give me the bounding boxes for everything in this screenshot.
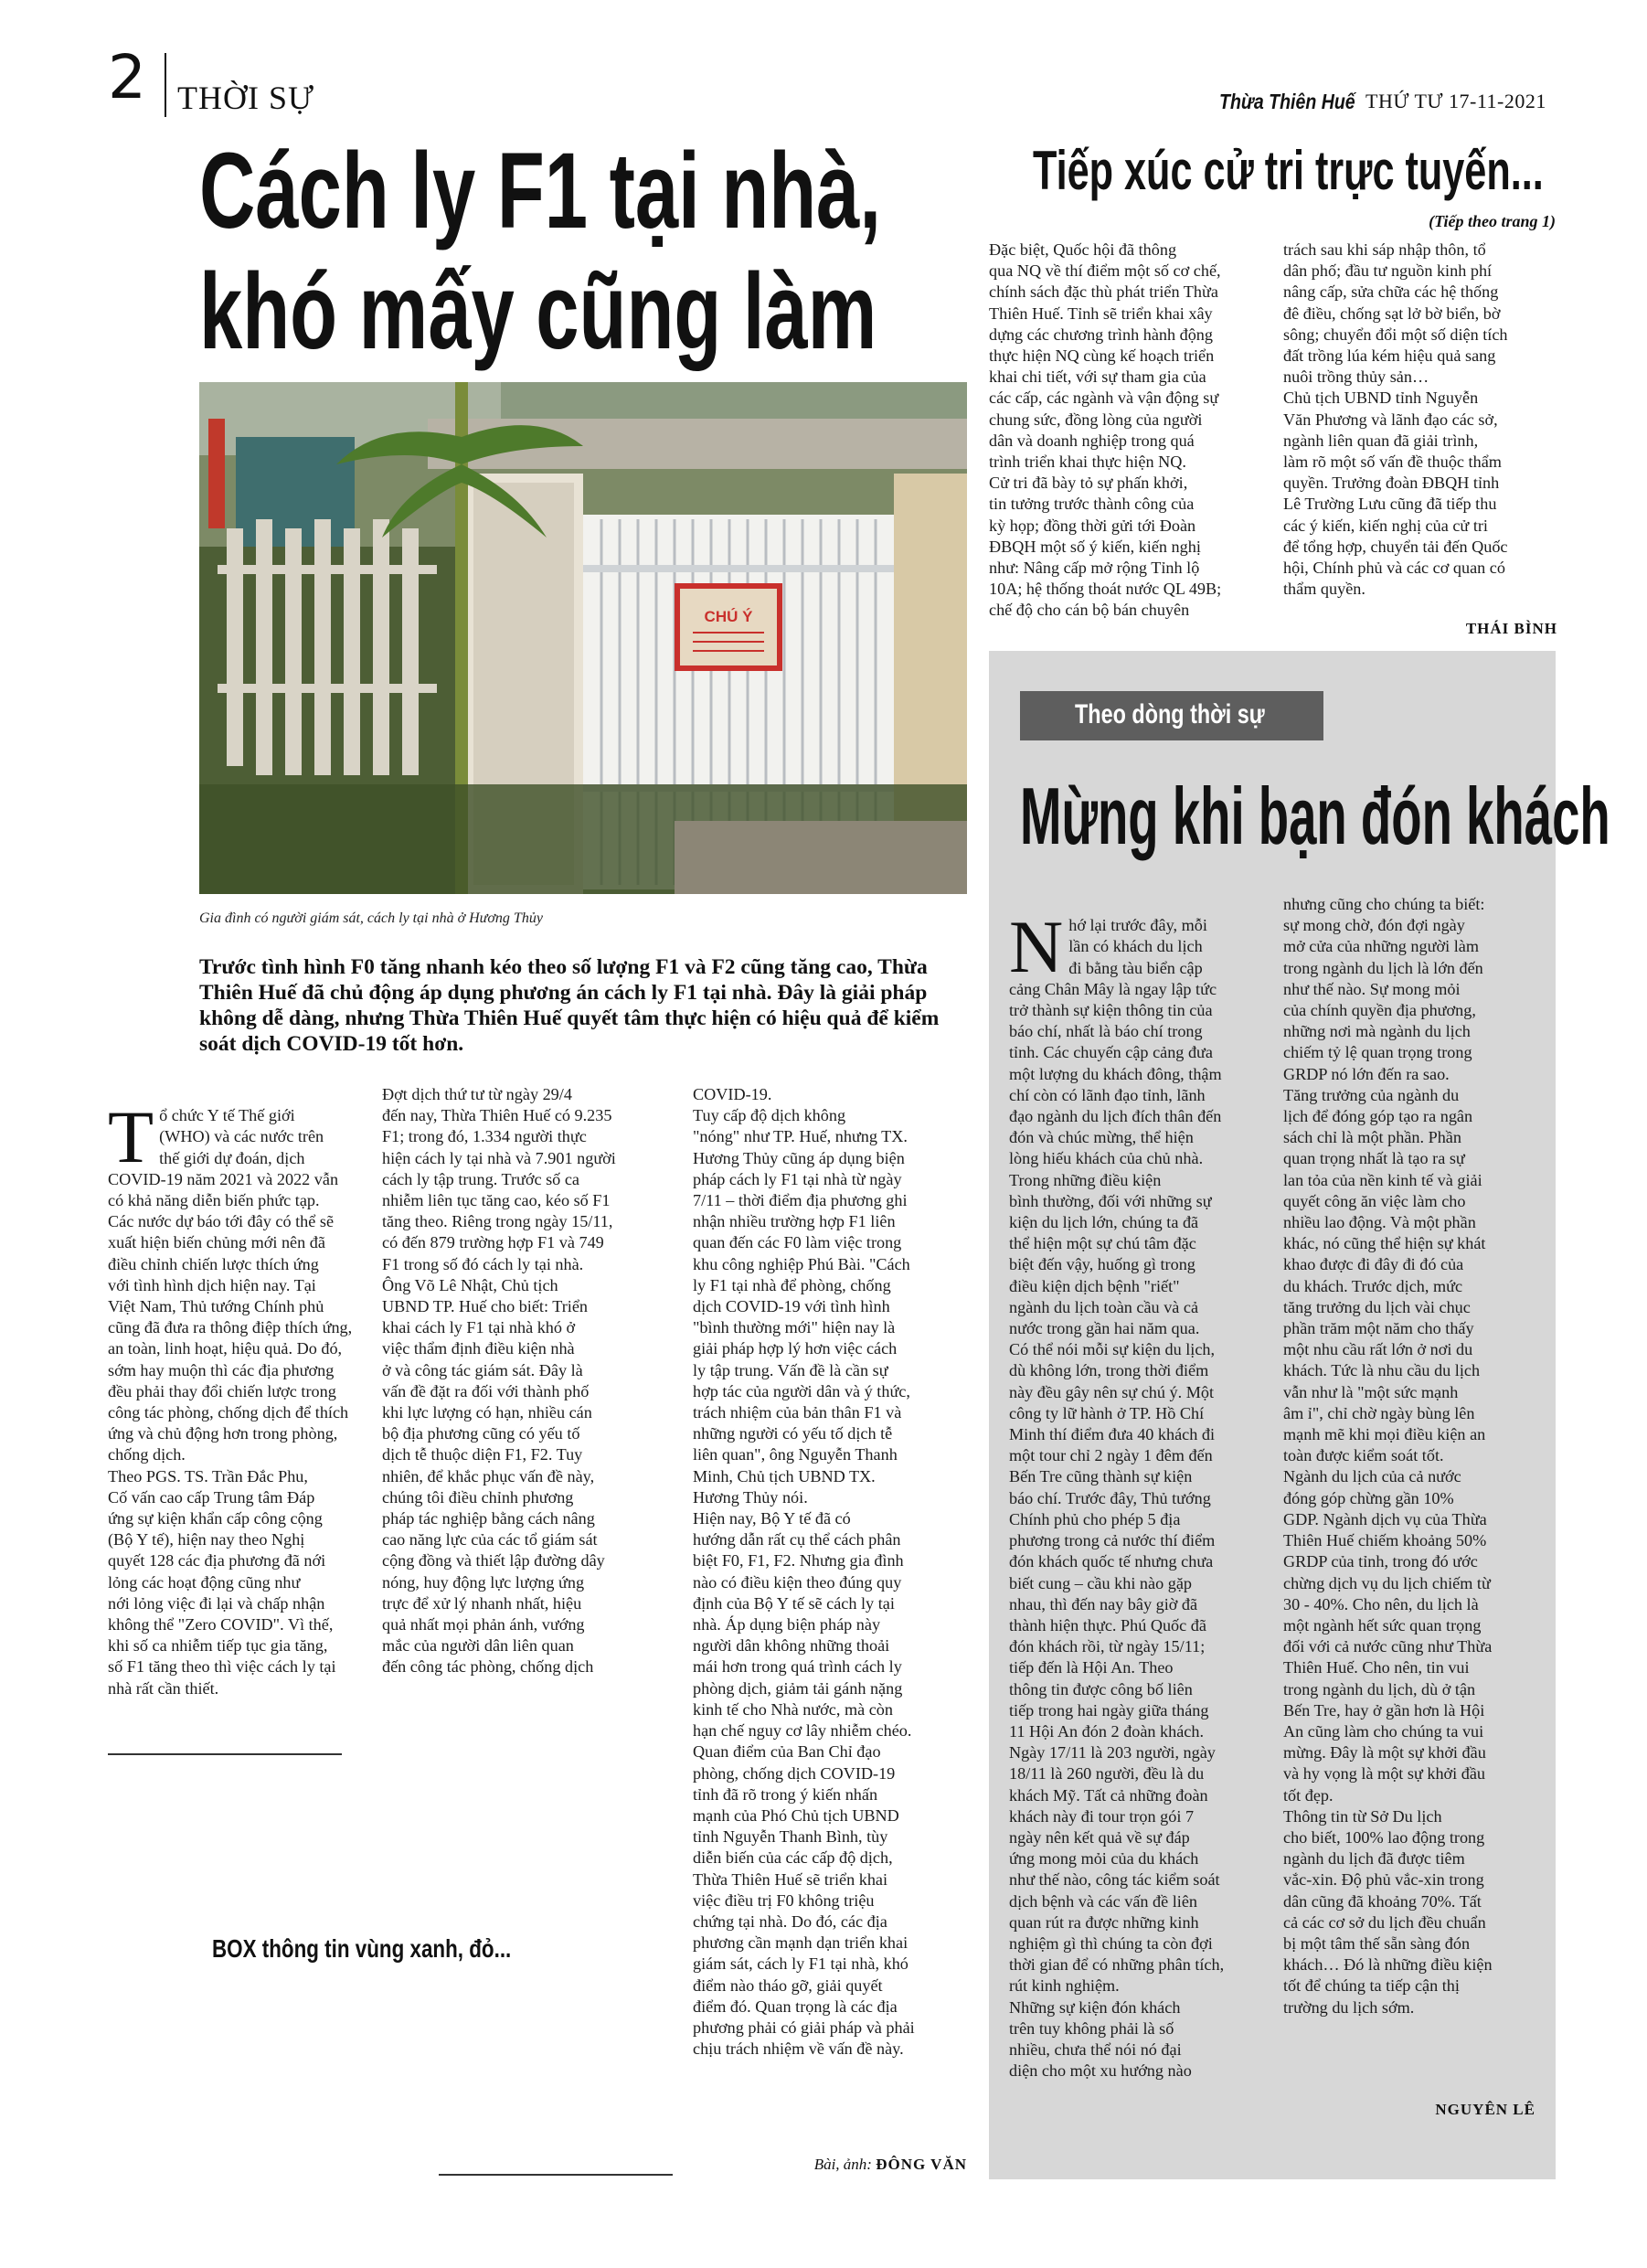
opinion-column-1 <box>1009 894 1274 2082</box>
paper-name: Thừa Thiên Huế <box>1219 90 1355 113</box>
byline-author: ĐÔNG VĂN <box>876 2156 967 2173</box>
drop-cap: N <box>1009 905 1064 989</box>
issue-date: THỨ TƯ 17-11-2021 <box>1365 90 1546 112</box>
main-headline-line1: Cách ly F1 tại nhà, <box>199 131 881 251</box>
info-box-label: BOX thông tin vùng xanh, đỏ... <box>212 1934 512 1963</box>
section-name: THỜI SỰ <box>177 80 314 116</box>
article-lead: Trước tình hình F0 tăng nhanh kéo theo số lượng F1 và F2 cũng tăng cao, Thừa Thiên Huế đã chủ động áp dụng phương án cách ly F1 tại nhà. Đây là giải pháp không dễ dàng, nhưng Thừa Thiên Huế quyết tâm thực hiện có hiệu quả để kiểm soát dịch COVID-19 tốt hơn. <box>199 955 940 1056</box>
warning-sign-title: CHÚ Ý <box>704 608 753 625</box>
side-article-byline: THÁI BÌNH <box>1465 620 1557 637</box>
opinion-byline: NGUYÊN LÊ <box>1435 2101 1535 2118</box>
column-divider-rule <box>439 2174 673 2176</box>
photo-caption: Gia đình có người giám sát, cách ly tại nhà ở Hương Thủy <box>199 910 543 926</box>
opinion-column-1-text: hớ lại trước đây, mỗi lần có khách du lịch đi bằng tàu biển cập cảng Chân Mây là ngay lập tức trở thành sự kiện thông tin của báo chí, nhất là báo chí trong tỉnh. Các chuyến cập cảng đưa một lượng du khách đông, thậm chí còn có lãnh đạo tỉnh, lãnh đạo ngành du lịch đích thân đến đón và chúc mừng, thể hiện lòng hiếu khách của chủ nhà. Trong những điều kiện bình thường, đối với những sự kiện du lịch lớn, chúng ta đã thể hiện một sự chú tâm đặc biệt đến vậy, huống gì trong điều kiện dịch bệnh "riết" ngành du lịch toàn cầu và cả nước trong gần hai năm qua. Có thể nói mỗi sự kiện du lịch, dù không lớn, trong thời điểm này đều gây nên sự chú ý. Một công ty lữ hành ở TP. Hồ Chí Minh thí điểm đưa 40 khách đi một tour chỉ 2 ngày 1 đêm đến Bến Tre cũng thành sự kiện báo chí. Trước đây, Thủ tướng Chính phủ cho phép 5 địa phương trong cả nước thí điểm đón khách quốc tế nhưng chưa biết cung – cầu khi nào gặp nhau, thì đến nay bây giờ đã thành hiện thực. Phú Quốc đã đón khách rồi, từ ngày 15/11; tiếp đến là Hội An. Theo thông tin được công bố liên tiếp trong hai ngày giữa tháng 11 Hội An đón 2 đoàn khách. Ngày 17/11 là 203 người, ngày 18/11 là 260 người, đều là du khách Mỹ. Tất cả những đoàn khách này đi tour trọn gói 7 ngày nên kết quả về sự đáp ứng mong mỏi của du khách như thế nào, công tác kiểm soát dịch bệnh và các vấn đề liên quan rút ra được những kinh nghiệm gì thì chúng ta còn đợi thời gian để có những phân tích, rút kinh nghiệm. Những sự kiện đón khách trên tuy không phải là số nhiều, chưa thể nói nó đại diện cho một xu hướng nào <box>1009 916 1225 2081</box>
continued-note: (Tiếp theo trang 1) <box>1429 212 1556 230</box>
main-column-3: COVID-19. Tuy cấp độ dịch không "nóng" như TP. Huế, nhưng TX. Hương Thủy cũng áp dụng biện pháp cách ly F1 tại nhà từ ngày 7/11 – thời điểm địa phương ghi nhận nhiều trường hợp F1 liên quan đến các F0 làm việc trong khu công nghiệp Phú Bài. "Cách ly F1 tại nhà để phòng, chống dịch COVID-19 với tình hình "bình thường mới" hiện nay là giải pháp hợp lý hơn việc cách ly tập trung. Vấn đề là cần sự hợp tác của người dân và ý thức, trách nhiệm của bản thân F1 và những người có yếu tố dịch tễ liên quan", ông Nguyễn Thanh Minh, Chủ tịch UBND TX. Hương Thủy nói. Hiện nay, Bộ Y tế đã có hướng dẫn rất cụ thể cách phân biệt F0, F1, F2. Nhưng gia đình nào có điều kiện theo đúng quy định của Bộ Y tế sẽ cách ly tại nhà. Áp dụng biện pháp này người dân không những thoải mái hơn trong quá trình cách ly phòng dịch, giảm tải gánh nặng kinh tế cho Nhà nước, mà còn hạn chế nguy cơ lây nhiễm chéo. Quan điểm của Ban Chỉ đạo phòng, chống dịch COVID-19 tỉnh đã rõ trong ý kiến nhấn mạnh của Phó Chủ tịch UBND tỉnh Nguyễn Thanh Bình, tùy diễn biến của các cấp độ dịch, Thừa Thiên Huế sẽ triển khai việc điều trị F0 không triệu chứng tại nhà. Do đó, các địa phương cần mạnh dạn triển khai giám sát, cách ly F1 tại nhà, khó điểm nào tháo gỡ, giải quyết điểm đó. Quan trọng là các địa phương phải có giải pháp và phải chịu trách nhiệm về vấn đề này. <box>693 1085 915 2059</box>
section-tag: Theo dòng thời sự <box>1075 699 1265 729</box>
article-photo <box>199 382 967 894</box>
header-divider <box>165 53 166 117</box>
main-byline <box>693 2156 967 2174</box>
opinion-column-2: nhưng cũng cho chúng ta biết: sự mong chờ, đón đợi ngày mở cửa của những người làm trong ngành du lịch là lớn đến như thế nào. Sự mong mỏi của chính quyền địa phương, những nơi mà ngành du lịch chiếm tỷ lệ quan trọng trong GRDP nó lớn đến ra sao. Tăng trưởng của ngành du lịch để đóng góp tạo ra ngân sách chỉ là một phần. Phần quan trọng nhất là tạo ra sự lan tỏa của nền kinh tế và giải quyết công ăn việc làm cho nhiều lao động. Và một phần khác, nó cũng thể hiện sự khát khao được đi đây đi đó của du khách. Trước dịch, mức tăng trưởng du lịch vài chục phần trăm một năm cho thấy một nhu cầu rất lớn ở nơi du khách. Tức là nhu cầu du lịch vẫn như là "một sức mạnh âm ỉ", chỉ chờ ngày bùng lên mạnh mẽ khi mọi điều kiện an toàn được kiểm soát tốt. Ngành du lịch của cả nước đóng góp chừng gần 10% GDP. Ngành dịch vụ của Thừa Thiên Huế chiếm khoảng 50% GRDP của tỉnh, trong đó ước chừng dịch vụ du lịch chiếm từ 30 - 40%. Cho nên, du lịch là một ngành hết sức quan trọng đối với cả nước cũng như Thừa Thiên Huế. Cho nên, tin vui trong ngành du lịch, dù ở tận Bến Tre, hay ở gần hơn là Hội An cũng làm cho chúng ta vui mừng. Đây là một sự khởi đầu và hy vọng là một sự khởi đầu tốt đẹp. Thông tin từ Sở Du lịch cho biết, 100% lao động trong ngành du lịch đã được tiêm vắc-xin. Độ phủ vắc-xin trong dân cũng đã khoảng 70%. Tất cả các cơ sở du lịch đều chuẩn bị một tâm thế sẵn sàng đón khách… Đó là những điều kiện tốt để chúng ta tiếp cận thị trường du lịch sớm. <box>1283 895 1493 2017</box>
main-column-1-text: ổ chức Y tế Thế giới (WHO) và các nước trên thế giới dự đoán, dịch COVID-19 năm 2021 và 2022 vẫn có khả năng diễn biến phức tạp. Các nước dự báo tới đây có thể sẽ xuất hiện biến chủng mới nên đã điều chỉnh chiến lược thích ứng với tình hình dịch hiện nay. Tại Việt Nam, Thủ tướng Chính phủ cũng đã đưa ra thông điệp thích ứng, an toàn, linh hoạt, hiệu quả. Do đó, sớm hay muộn thì các địa phương đều phải thay đổi chiến lược trong công tác phòng, chống dịch để thích ứng và chủ động hơn trong phòng, chống dịch. Theo PGS. TS. Trần Đắc Phu, Cố vấn cao cấp Trung tâm Đáp ứng sự kiện khẩn cấp công cộng (Bộ Y tế), hiện nay theo Nghị quyết 128 các địa phương đã nới lỏng các hoạt động cũng như nới lỏng việc đi lại và chấp nhận không thể "Zero COVID". Vì thế, khi số ca nhiễm tiếp tục gia tăng, số F1 tăng theo thì việc cách ly tại nhà rất cần thiết. <box>108 1106 353 1698</box>
side-article-headline: Tiếp xúc cử tri trực tuyến... <box>1033 140 1544 201</box>
byline-prefix: Bài, ảnh: <box>813 2156 872 2173</box>
main-column-2: Đợt dịch thứ tư từ ngày 29/4 đến nay, Thừa Thiên Huế có 9.235 F1; trong đó, 1.334 người thực hiện cách ly tại nhà và 7.901 người cách ly tập trung. Trước số ca nhiễm liên tục tăng cao, kéo số F1 tăng theo. Riêng trong ngày 15/11, có đến 879 trường hợp F1 và 749 F1 trong số đó cách ly tại nhà. Ông Võ Lê Nhật, Chủ tịch UBND TP. Huế cho biết: Triển khai cách ly F1 tại nhà khó ở việc thẩm định điều kiện nhà ở và công tác giám sát. Đây là vấn đề đặt ra đối với thành phố khi lực lượng có hạn, nhiều cán bộ địa phương cũng có yếu tố dịch tễ thuộc diện F1, F2. Tuy nhiên, để khắc phục vấn đề này, chúng tôi điều chỉnh phương pháp tác nghiệp bằng cách nâng cao năng lực của các tổ giám sát cộng đồng và thiết lập đường dây nóng, huy động lực lượng ứng trực để xử lý nhanh nhất, hiệu quả nhất mọi phản ánh, vướng mắc của người dân liên quan đến công tác phòng, chống dịch <box>382 1085 616 1677</box>
main-column-1 <box>108 1084 378 1699</box>
side-article-column-1: Đặc biệt, Quốc hội đã thông qua NQ về thí điểm một số cơ chế, chính sách đặc thù phát triển Thừa Thiên Huế. Tỉnh sẽ triển khai xây dựng các chương trình hành động thực hiện NQ cùng kế hoạch triển khai chi tiết, với sự tham gia của các cấp, các ngành và vận động sự chung sức, đồng lòng của người dân và doanh nghiệp trong quá trình triển khai thực hiện NQ. Cử tri đã bày tỏ sự phấn khởi, tin tưởng trước thành công của kỳ họp; đồng thời gửi tới Đoàn ĐBQH một số ý kiến, kiến nghị như: Nâng cấp mở rộng Tỉnh lộ 10A; hệ thống thoát nước QL 49B; chế độ cho cán bộ bán chuyên <box>989 240 1222 620</box>
column-divider-rule <box>108 1753 342 1755</box>
opinion-headline: Mừng khi bạn đón khách <box>1020 771 1610 861</box>
side-article-column-2: trách sau khi sáp nhập thôn, tổ dân phố; đầu tư nguồn kinh phí nâng cấp, sửa chữa các hệ thống đê điều, chống sạt lở bờ biển, bờ sông; chuyển đổi một số diện tích đất trồng lúa kém hiệu quả sang nuôi trồng thủy sản… Chủ tịch UBND tỉnh Nguyễn Văn Phương và lãnh đạo các sở, ngành liên quan đã giải trình, làm rõ một số vấn đề thuộc thẩm quyền. Trưởng đoàn ĐBQH tỉnh Lê Trường Lưu cũng đã tiếp thu các ý kiến, kiến nghị của cử tri để tổng hợp, chuyển tải đến Quốc hội, Chính phủ và các cơ quan có thẩm quyền. <box>1283 240 1508 599</box>
page-number: 2 <box>108 42 146 112</box>
main-headline-line2: khó mấy cũng làm <box>199 251 877 372</box>
drop-cap: T <box>108 1095 154 1179</box>
